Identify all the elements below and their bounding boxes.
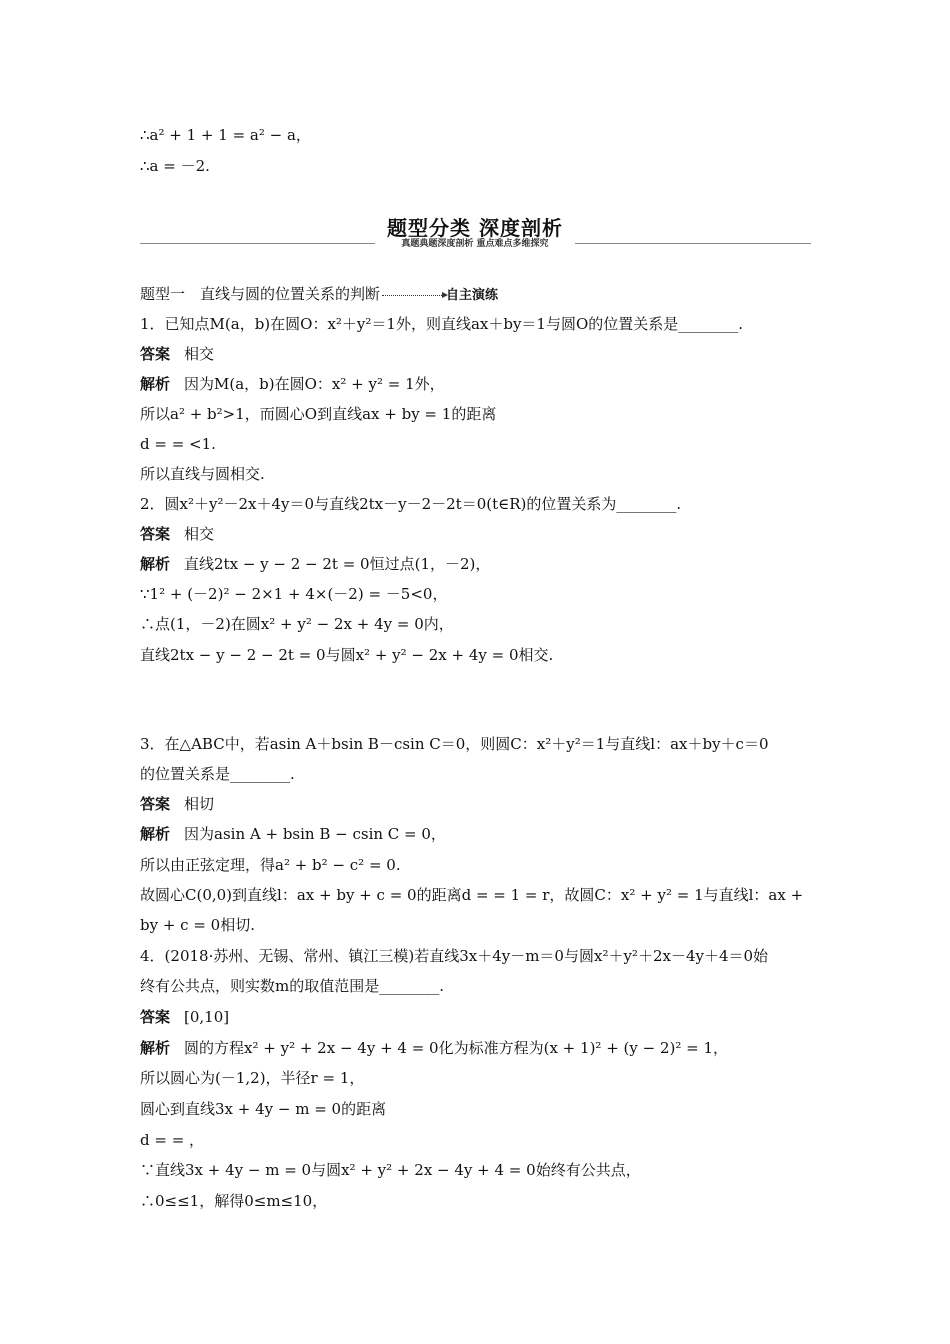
analysis-text: 直线2tx − y − 2 − 2t = 0恒过点(1，－2)， [184, 555, 491, 573]
answer-line-3 [140, 794, 214, 814]
section-subtitle: 真题典题深度剖析 重点难点多维探究 [401, 239, 549, 249]
text-line: ∴a = －2. [140, 157, 210, 175]
text-line: ∴点(1，－2)在圆x² + y² − 2x + 4y = 0内， [140, 615, 454, 633]
analysis-label: 解析 [140, 825, 171, 843]
answer-value: [0,10] [184, 1008, 230, 1026]
answer-value: 相交 [184, 525, 215, 543]
analysis-line-4 [140, 1038, 728, 1058]
type-heading-text: 题型一 直线与圆的位置关系的判断 [140, 285, 381, 303]
section-title: 题型分类 深度剖析 [387, 216, 563, 240]
arrow-right-icon [382, 295, 444, 296]
text-line: ∴0≤≤1，解得0≤m≤10， [140, 1192, 328, 1210]
type-heading [140, 284, 498, 306]
analysis-text: 因为asin A + bsin B − csin C = 0， [184, 825, 446, 843]
answer-line-1 [140, 344, 214, 364]
analysis-line-2 [140, 554, 490, 574]
text-line: 所以由正弦定理，得a² + b² − c² = 0. [140, 856, 401, 874]
question-3: 3．在△ABC中，若asin A＋bsin B－csin C＝0，则圆C：x²＋y²＝1与直线l：ax＋by＋c＝0 [140, 735, 769, 753]
text-line: 圆心到直线3x + 4y − m = 0的距离 [140, 1100, 387, 1118]
analysis-label: 解析 [140, 1039, 171, 1057]
answer-label: 答案 [140, 345, 171, 363]
analysis-label: 解析 [140, 375, 171, 393]
question-2: 2．圆x²＋y²－2x＋4y＝0与直线2tx－y－2－2t＝0(t∈R)的位置关系为________. [140, 495, 682, 513]
text-line: ∵直线3x + 4y − m = 0与圆x² + y² + 2x − 4y + 4 = 0始终有公共点， [140, 1161, 641, 1179]
text-line: ∵1² + (－2)² − 2×1 + 4×(－2) = －5<0， [140, 585, 448, 603]
text-line: 终有公共点，则实数m的取值范围是________. [140, 977, 444, 995]
text-line: 直线2tx − y − 2 − 2t = 0与圆x² + y² − 2x + 4y = 0相交. [140, 646, 554, 664]
analysis-text: 圆的方程x² + y² + 2x − 4y + 4 = 0化为标准方程为(x + 1)² + (y − 2)² = 1， [184, 1039, 729, 1057]
type-heading-tag: 自主演练 [446, 288, 499, 303]
text-line: 所以a² + b²>1，而圆心O到直线ax + by = 1的距离 [140, 405, 497, 423]
answer-label: 答案 [140, 1008, 171, 1026]
text-line: ∴a² + 1 + 1 = a² − a， [140, 126, 311, 144]
analysis-line-3 [140, 824, 446, 844]
text-line: 所以圆心为(－1,2)，半径r = 1， [140, 1069, 365, 1087]
answer-value: 相交 [184, 345, 215, 363]
text-line: 的位置关系是________. [140, 765, 295, 783]
answer-value: 相切 [184, 795, 215, 813]
analysis-line-1 [140, 374, 445, 394]
text-line: by + c = 0相切. [140, 916, 255, 934]
analysis-text: 因为M(a，b)在圆O：x² + y² = 1外， [184, 375, 445, 393]
text-line: 故圆心C(0,0)到直线l：ax + by + c = 0的距离d = = 1 = r，故圆C：x² + y² = 1与直线l：ax + [140, 886, 804, 904]
answer-label: 答案 [140, 795, 171, 813]
answer-line-2 [140, 524, 214, 544]
text-line: d = = <1. [140, 435, 216, 453]
answer-line-4 [140, 1007, 229, 1027]
question-4: 4．(2018·苏州、无锡、常州、镇江三模)若直线3x＋4y－m＝0与圆x²＋y²＋2x－4y＋4＝0始 [140, 947, 769, 965]
text-line: 所以直线与圆相交. [140, 465, 265, 483]
analysis-label: 解析 [140, 555, 171, 573]
question-1: 1．已知点M(a，b)在圆O：x²＋y²＝1外，则直线ax＋by＝1与圆O的位置关系是________. [140, 315, 744, 333]
text-line: d = = ， [140, 1131, 205, 1149]
answer-label: 答案 [140, 525, 171, 543]
